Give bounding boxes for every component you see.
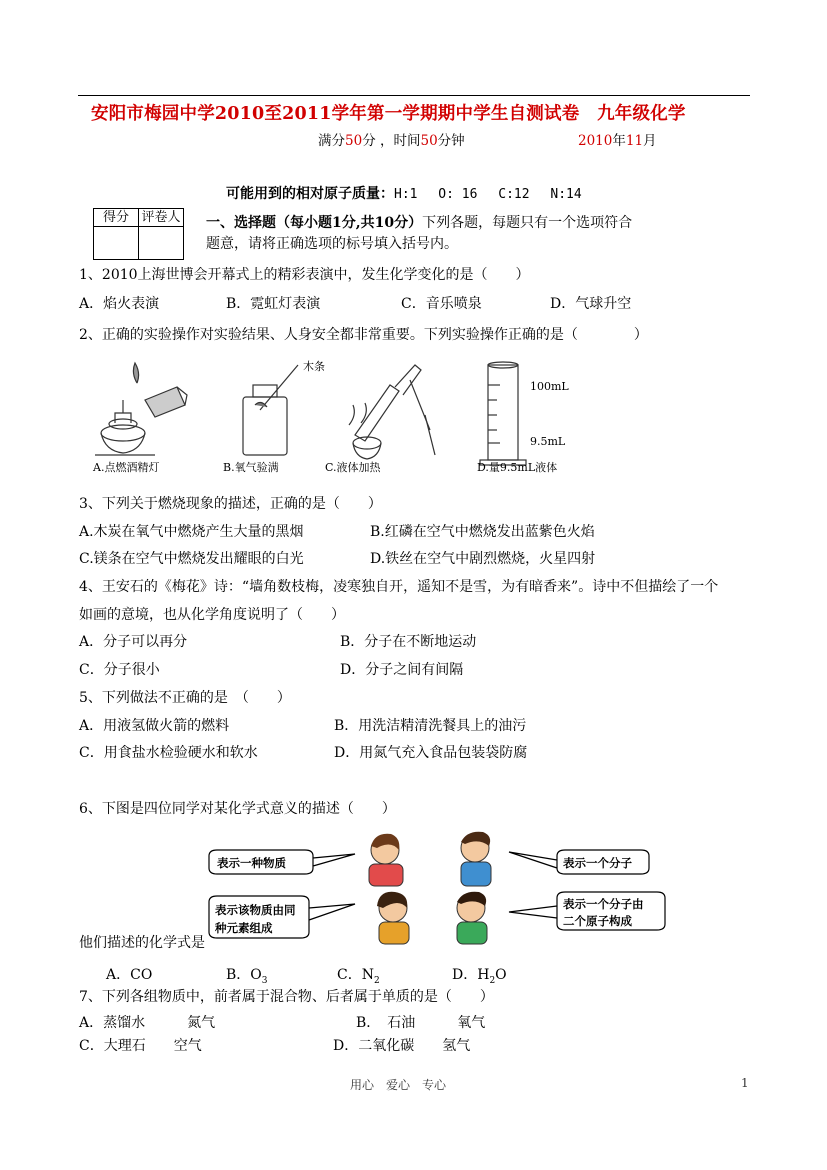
- full-marks-label: 满分: [318, 133, 345, 149]
- student-boy-2-illustration: [457, 892, 487, 944]
- q6-option-d-tail: O: [495, 967, 507, 983]
- lab-operations-figure: [85, 355, 605, 475]
- test-tube-heating-illustration: [349, 365, 435, 459]
- score-header: 得分: [94, 209, 139, 227]
- student-boy-1-illustration: [461, 832, 491, 886]
- question-6-option-a: A．CO: [106, 967, 153, 983]
- score-cell: [94, 227, 139, 260]
- question-4-option-a: A．分子可以再分: [79, 634, 188, 650]
- footer-motto: 用心 爱心 专心: [350, 1078, 447, 1092]
- exam-meta: [318, 129, 465, 149]
- question-3-stem: 3、下列关于燃烧现象的描述，正确的是（ ）: [79, 496, 382, 512]
- q6-option-d-sub: 2: [489, 975, 496, 986]
- atomic-mass-values: H:1 O: 16 C:12 N:14: [394, 187, 582, 202]
- question-6-stem: 6、下图是四位同学对某化学式意义的描述（ ）: [79, 801, 396, 817]
- question-4-stem-b: 如画的意境，也从化学角度说明了（ ）: [79, 607, 345, 623]
- question-5-stem: 5、下列做法不正确的是 （ ）: [79, 690, 291, 706]
- caption-a: A.点燃酒精灯: [93, 461, 160, 474]
- section-one-instruction-b: 题意，请将正确选项的标号填入括号内。: [206, 236, 458, 252]
- students-speech-figure: [205, 828, 675, 953]
- oxygen-bottle-illustration: [243, 365, 298, 455]
- question-3-option-c: C.镁条在空气中燃烧发出耀眼的白光: [79, 551, 304, 567]
- caption-d: D.量9.5mL液体: [477, 461, 558, 474]
- question-4-option-b: B．分子在不断地运动: [340, 634, 477, 650]
- month-value: 11: [625, 133, 644, 149]
- question-5-option-c: C．用食盐水检验硬水和软水: [79, 745, 258, 761]
- question-6-option-b: [226, 966, 268, 990]
- header-rule: [78, 95, 750, 96]
- page-number: 1: [741, 1076, 749, 1090]
- question-6-option-d: [452, 966, 507, 990]
- time-value: 50: [420, 133, 438, 149]
- question-1-option-b: B．霓虹灯表演: [226, 296, 321, 312]
- caption-b: B.氧气验满: [223, 461, 279, 474]
- bubble-2-text: 表示一个分子: [563, 856, 632, 870]
- month-unit: 月: [643, 133, 657, 149]
- score-table: [93, 208, 184, 260]
- q6-option-d-text: D．H: [452, 967, 490, 983]
- question-3-option-a: A.木炭在氧气中燃烧产生大量的黑烟: [79, 524, 304, 540]
- exam-date: [578, 129, 657, 149]
- grader-header: 评卷人: [139, 209, 184, 227]
- grader-cell: [139, 227, 184, 260]
- full-marks-unit: 分 ，时间: [362, 133, 421, 149]
- bubble-3-text-b: 种元素组成: [215, 921, 273, 935]
- q6-option-b-text: B．O: [226, 967, 262, 983]
- question-7-option-c: C．大理石 空气: [79, 1038, 202, 1054]
- question-1-option-c: C．音乐喷泉: [401, 296, 482, 312]
- student-girl-1-illustration: [369, 834, 403, 886]
- year-value: 2010: [578, 133, 613, 149]
- year-unit: 年: [612, 133, 626, 149]
- question-7-option-a: A．蒸馏水 氮气: [79, 1015, 216, 1031]
- bubble-1-text: 表示一种物质: [217, 856, 286, 870]
- q6-option-b-sub: 3: [261, 975, 268, 986]
- question-6-ask: 他们描述的化学式是: [79, 935, 205, 951]
- full-marks-value: 50: [345, 133, 363, 149]
- section-one-instruction-a: 下列各题，每题只有一个选项符合: [422, 215, 633, 231]
- question-1-option-d: D．气球升空: [550, 296, 632, 312]
- bubble-4-text-a: 表示一个分子由: [563, 897, 644, 911]
- alcohol-lamp-illustration: [95, 363, 187, 455]
- question-4-stem-a: 4、王安石的《梅花》诗：“墙角数枝梅，凌寒独自开，遥知不是雪，为有暗香来”。诗中不但描绘了一个: [79, 579, 719, 595]
- q6-option-c-sub: 2: [373, 975, 380, 986]
- question-1-stem: 1、2010上海世博会开幕式上的精彩表演中，发生化学变化的是（ ）: [79, 267, 530, 283]
- question-3-option-d: D.铁丝在空气中剧烈燃烧，火星四射: [370, 551, 596, 567]
- question-2-stem: 2、正确的实验操作对实验结果、人身安全都非常重要。下列实验操作正确的是（ ）: [79, 327, 648, 343]
- question-5-option-d: D．用氮气充入食品包装袋防腐: [334, 745, 528, 761]
- bubble-4-text-b: 二个原子构成: [563, 914, 632, 928]
- cylinder-mark-label: 9.5mL: [530, 435, 566, 448]
- question-7-option-d: D．二氧化碳 氢气: [333, 1038, 471, 1054]
- question-7-option-b: B． 石油 氧气: [356, 1015, 486, 1031]
- exam-title: 安阳市梅园中学2010至2011学年第一学期期中学生自测试卷 九年级化学: [91, 104, 686, 124]
- stick-label: 木条: [303, 360, 325, 373]
- q6-option-c-text: C．N: [337, 967, 374, 983]
- question-1-option-a: A．焰火表演: [79, 296, 160, 312]
- question-5-option-a: A．用液氢做火箭的燃料: [79, 718, 230, 734]
- section-one-line1: [206, 214, 632, 232]
- atomic-mass-line: [226, 185, 582, 204]
- cylinder-top-label: 100mL: [530, 380, 569, 393]
- question-4-option-d: D．分子之间有间隔: [340, 662, 464, 678]
- caption-c: C.液体加热: [325, 461, 381, 474]
- student-girl-2-illustration: [377, 892, 409, 944]
- time-unit: 分钟: [437, 133, 465, 149]
- question-7-stem: 7、下列各组物质中，前者属于混合物、后者属于单质的是（ ）: [79, 989, 494, 1005]
- question-3-option-b: B.红磷在空气中燃烧发出蓝紫色火焰: [370, 524, 595, 540]
- question-6-option-c: [337, 966, 380, 990]
- measuring-cylinder-illustration: [480, 362, 526, 465]
- question-4-option-c: C．分子很小: [79, 662, 160, 678]
- question-5-option-b: B．用洗洁精清洗餐具上的油污: [334, 718, 527, 734]
- bubble-3-text-a: 表示该物质由同: [215, 903, 296, 917]
- atomic-mass-label: 可能用到的相对原子质量：: [226, 186, 394, 202]
- section-one-title: 一、选择题（每小题1分,共10分）: [206, 215, 423, 231]
